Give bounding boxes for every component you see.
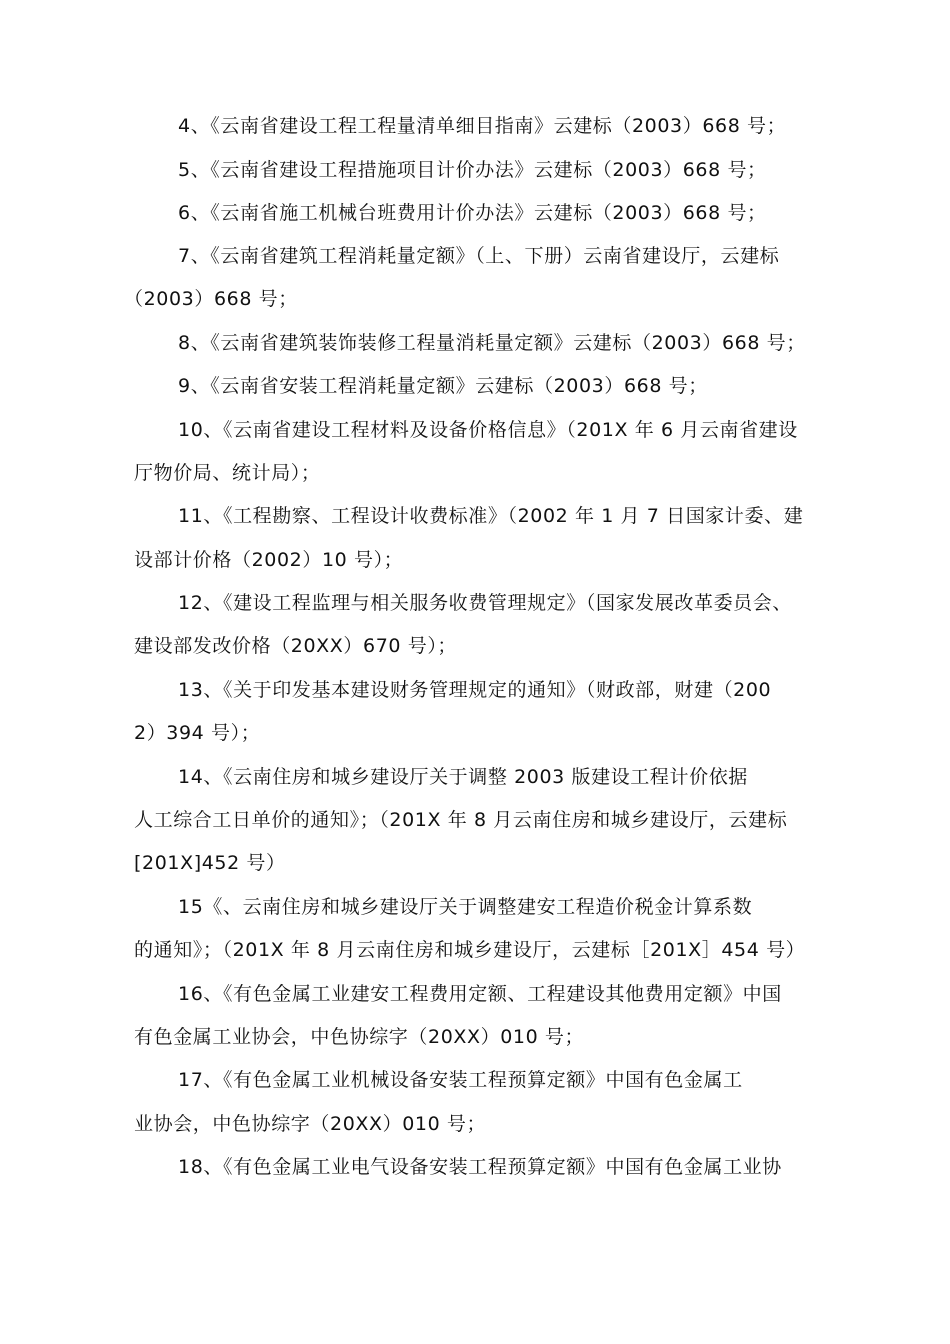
text-line: [201X]452 号） [134,852,286,874]
text-line: 6、《云南省施工机械台班费用计价办法》云建标（2003）668 号； [178,202,767,224]
text-line: 13、《关于印发基本建设财务管理规定的通知》（财政部，财建（200 [178,679,772,701]
text-line: 有色金属工业协会，中色协综字（20XX）010 号； [134,1026,585,1048]
text-line: 的通知》；（201X 年 8 月云南住房和城乡建设厅，云建标［201X］454 号） [134,939,806,961]
text-line: 11、《工程勘察、工程设计收费标准》（2002 年 1 月 7 日国家计委、建 [178,505,804,527]
text-line: 8、《云南省建筑装饰装修工程量消耗量定额》云建标（2003）668 号； [178,332,806,354]
text-line: 业协会，中色协综字（20XX）010 号； [134,1113,487,1135]
text-line: 建设部发改价格（20XX）670 号）； [134,635,458,657]
text-line: 5、《云南省建设工程措施项目计价办法》云建标（2003）668 号； [178,159,767,181]
text-line: 7、《云南省建筑工程消耗量定额》（上、下册）云南省建设厅，云建标 [178,245,780,267]
text-line: 9、《云南省安装工程消耗量定额》云建标（2003）668 号； [178,375,708,397]
text-line: 10、《云南省建设工程材料及设备价格信息》（201X 年 6 月云南省建设 [178,419,798,441]
text-line: （2003）668 号； [124,288,298,310]
text-line: 15《、云南住房和城乡建设厅关于调整建安工程造价税金计算系数 [178,896,753,918]
text-line: 12、《建设工程监理与相关服务收费管理规定》（国家发展改革委员会、 [178,592,792,614]
text-line: 17、《有色金属工业机械设备安装工程预算定额》中国有色金属工 [178,1069,743,1091]
text-line: 设部计价格（2002）10 号）； [134,549,404,571]
text-line: 16、《有色金属工业建安工程费用定额、工程建设其他费用定额》中国 [178,983,782,1005]
text-line: 18、《有色金属工业电气设备安装工程预算定额》中国有色金属工业协 [178,1156,782,1178]
text-line: 厅物价局、统计局）； [134,462,321,484]
text-line: 14、《云南住房和城乡建设厅关于调整 2003 版建设工程计价依据 [178,766,748,788]
text-line: 2）394 号）； [134,722,261,744]
text-line: 人工综合工日单价的通知》；（201X 年 8 月云南住房和城乡建设厅，云建标 [134,809,788,831]
text-line: 4、《云南省建设工程工程量清单细目指南》云建标（2003）668 号； [178,115,787,137]
